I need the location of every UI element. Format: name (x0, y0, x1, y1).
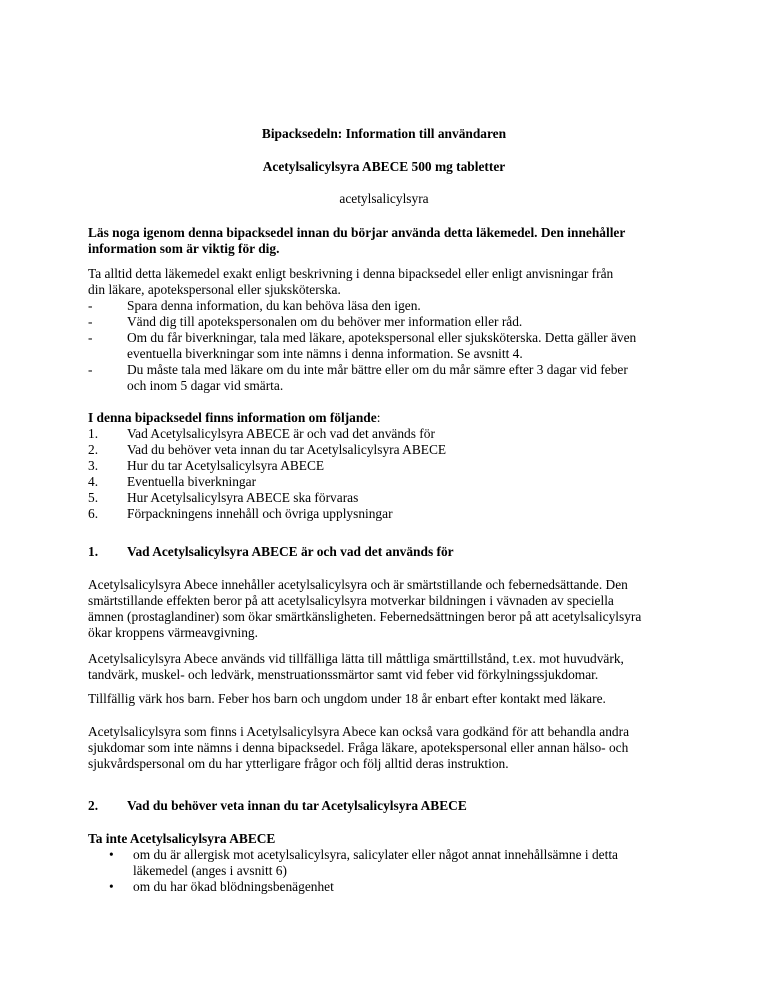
intro-line: din läkare, apotekspersonal eller sjuksköterska. (88, 282, 341, 297)
section-number: 1. (88, 544, 99, 559)
toc-heading (88, 410, 688, 426)
toc-item-text: Eventuella biverkningar (127, 474, 257, 489)
intro-line: Ta alltid detta läkemedel exakt enligt beskrivning i denna bipacksedel eller enligt anvisningar från (88, 266, 614, 281)
toc-heading-text: I denna bipacksedel finns information om följande (88, 410, 377, 425)
toc-item-number: 3. (88, 458, 99, 473)
dash-marker: - (88, 298, 93, 313)
intro-section (88, 266, 688, 394)
section-title: Vad du behöver veta innan du tar Acetylsalicylsyra ABECE (127, 798, 467, 813)
toc-item (88, 426, 688, 442)
bullet-item (88, 847, 688, 863)
paragraph-line: smärtstillande effekten beror på att acetylsalicylsyra motverkar bildningen i vävnaden av speciella (88, 593, 614, 608)
toc-item-number: 6. (88, 506, 99, 521)
notice-line: information som är viktig för dig. (88, 241, 280, 256)
list-item (88, 330, 688, 346)
list-item-continuation: eventuella biverkningar som inte nämns i denna information. Se avsnitt 4. (127, 346, 523, 361)
bullet-text: om du har ökad blödningsbenägenhet (133, 879, 334, 894)
toc-item (88, 458, 688, 474)
toc-item-number: 4. (88, 474, 99, 489)
bullet-marker: • (109, 847, 114, 862)
list-item (88, 362, 688, 378)
read-carefully-notice (88, 225, 688, 257)
product-name: Acetylsalicylsyra ABECE 500 mg tabletter (262, 159, 506, 174)
toc-item (88, 474, 688, 490)
paragraph-line: Acetylsalicylsyra som finns i Acetylsalicylsyra Abece kan också vara godkänd för att behandla andra (88, 724, 630, 739)
bullet-marker: • (109, 879, 114, 894)
list-item (88, 298, 688, 314)
leaflet-title: Bipacksedeln: Information till användaren (261, 126, 507, 141)
dash-marker: - (88, 314, 93, 329)
toc-item-text: Hur du tar Acetylsalicylsyra ABECE (127, 458, 325, 473)
list-item-text: Om du får biverkningar, tala med läkare, apotekspersonal eller sjuksköterska. Detta gäller även (127, 330, 637, 345)
section-2-contraindications (88, 831, 688, 895)
list-item-text: Spara denna information, du kan behöva läsa den igen. (127, 298, 421, 313)
bullet-text: om du är allergisk mot acetylsalicylsyra, salicylater eller något annat innehållsämne i detta (133, 847, 618, 862)
section-1-heading (88, 544, 688, 560)
section-number: 2. (88, 798, 99, 813)
toc-item-number: 1. (88, 426, 99, 441)
paragraph-line: sjukvårdspersonal om du har ytterligare frågor och följ alltid deras instruktion. (88, 756, 509, 771)
paragraph-line: Acetylsalicylsyra Abece används vid tillfälliga lätta till måttliga smärttillstånd, t.ex. mot huvudvärk, (88, 651, 624, 666)
bullet-item (88, 879, 688, 895)
subheading: Ta inte Acetylsalicylsyra ABECE (88, 831, 276, 846)
section-1-paragraph (88, 691, 688, 707)
toc-item-text: Vad du behöver veta innan du tar Acetylsalicylsyra ABECE (127, 442, 447, 457)
dash-marker: - (88, 362, 93, 377)
paragraph-line: ämnen (prostaglandiner) som ökar smärtkänsligheten. Febernedsättningen beror på att acetylsalicylsyra (88, 609, 642, 624)
section-1-paragraph (88, 577, 688, 641)
section-heading-row (88, 798, 688, 814)
toc-item (88, 442, 688, 458)
section-title: Vad Acetylsalicylsyra ABECE är och vad det används för (127, 544, 454, 559)
notice-line: Läs noga igenom denna bipacksedel innan du börjar använda detta läkemedel. Den innehåller (88, 225, 626, 240)
list-item-continuation: och inom 5 dagar vid smärta. (127, 378, 284, 393)
paragraph-line: ökar kroppens värmeavgivning. (88, 625, 258, 640)
active-substance: acetylsalicylsyra (339, 191, 429, 206)
toc-item (88, 490, 688, 506)
bullet-continuation: läkemedel (anges i avsnitt 6) (133, 863, 287, 878)
list-item-text: Du måste tala med läkare om du inte mår bättre eller om du mår sämre efter 3 dagar vid feber (127, 362, 628, 377)
toc-item (88, 506, 688, 522)
paragraph-line: tandvärk, muskel- och ledvärk, menstruationssmärtor samt vid feber vid förkylningssjukdomar. (88, 667, 599, 682)
paragraph-line: sjukdomar som inte nämns i denna bipacksedel. Fråga läkare, apotekspersonal eller annan hälso- och (88, 740, 629, 755)
list-item (88, 314, 688, 330)
paragraph-line: Acetylsalicylsyra Abece innehåller acetylsalicylsyra och är smärtstillande och febernedsättande. Den (88, 577, 628, 592)
toc-item-text: Förpackningens innehåll och övriga upplysningar (127, 506, 393, 521)
section-1-paragraph (88, 724, 688, 772)
toc-item-text: Vad Acetylsalicylsyra ABECE är och vad det används för (127, 426, 435, 441)
toc-item-number: 2. (88, 442, 99, 457)
section-2-heading (88, 798, 688, 814)
table-of-contents (88, 410, 688, 522)
section-heading-row (88, 544, 688, 560)
toc-heading-colon: : (376, 410, 381, 425)
dash-marker: - (88, 330, 93, 345)
section-1-paragraph (88, 651, 688, 683)
toc-item-number: 5. (88, 490, 99, 505)
paragraph-line: Tillfällig värk hos barn. Feber hos barn och ungdom under 18 år enbart efter kontakt med läkare. (88, 691, 606, 706)
toc-item-text: Hur Acetylsalicylsyra ABECE ska förvaras (127, 490, 359, 505)
list-item-text: Vänd dig till apotekspersonalen om du behöver mer information eller råd. (127, 314, 523, 329)
